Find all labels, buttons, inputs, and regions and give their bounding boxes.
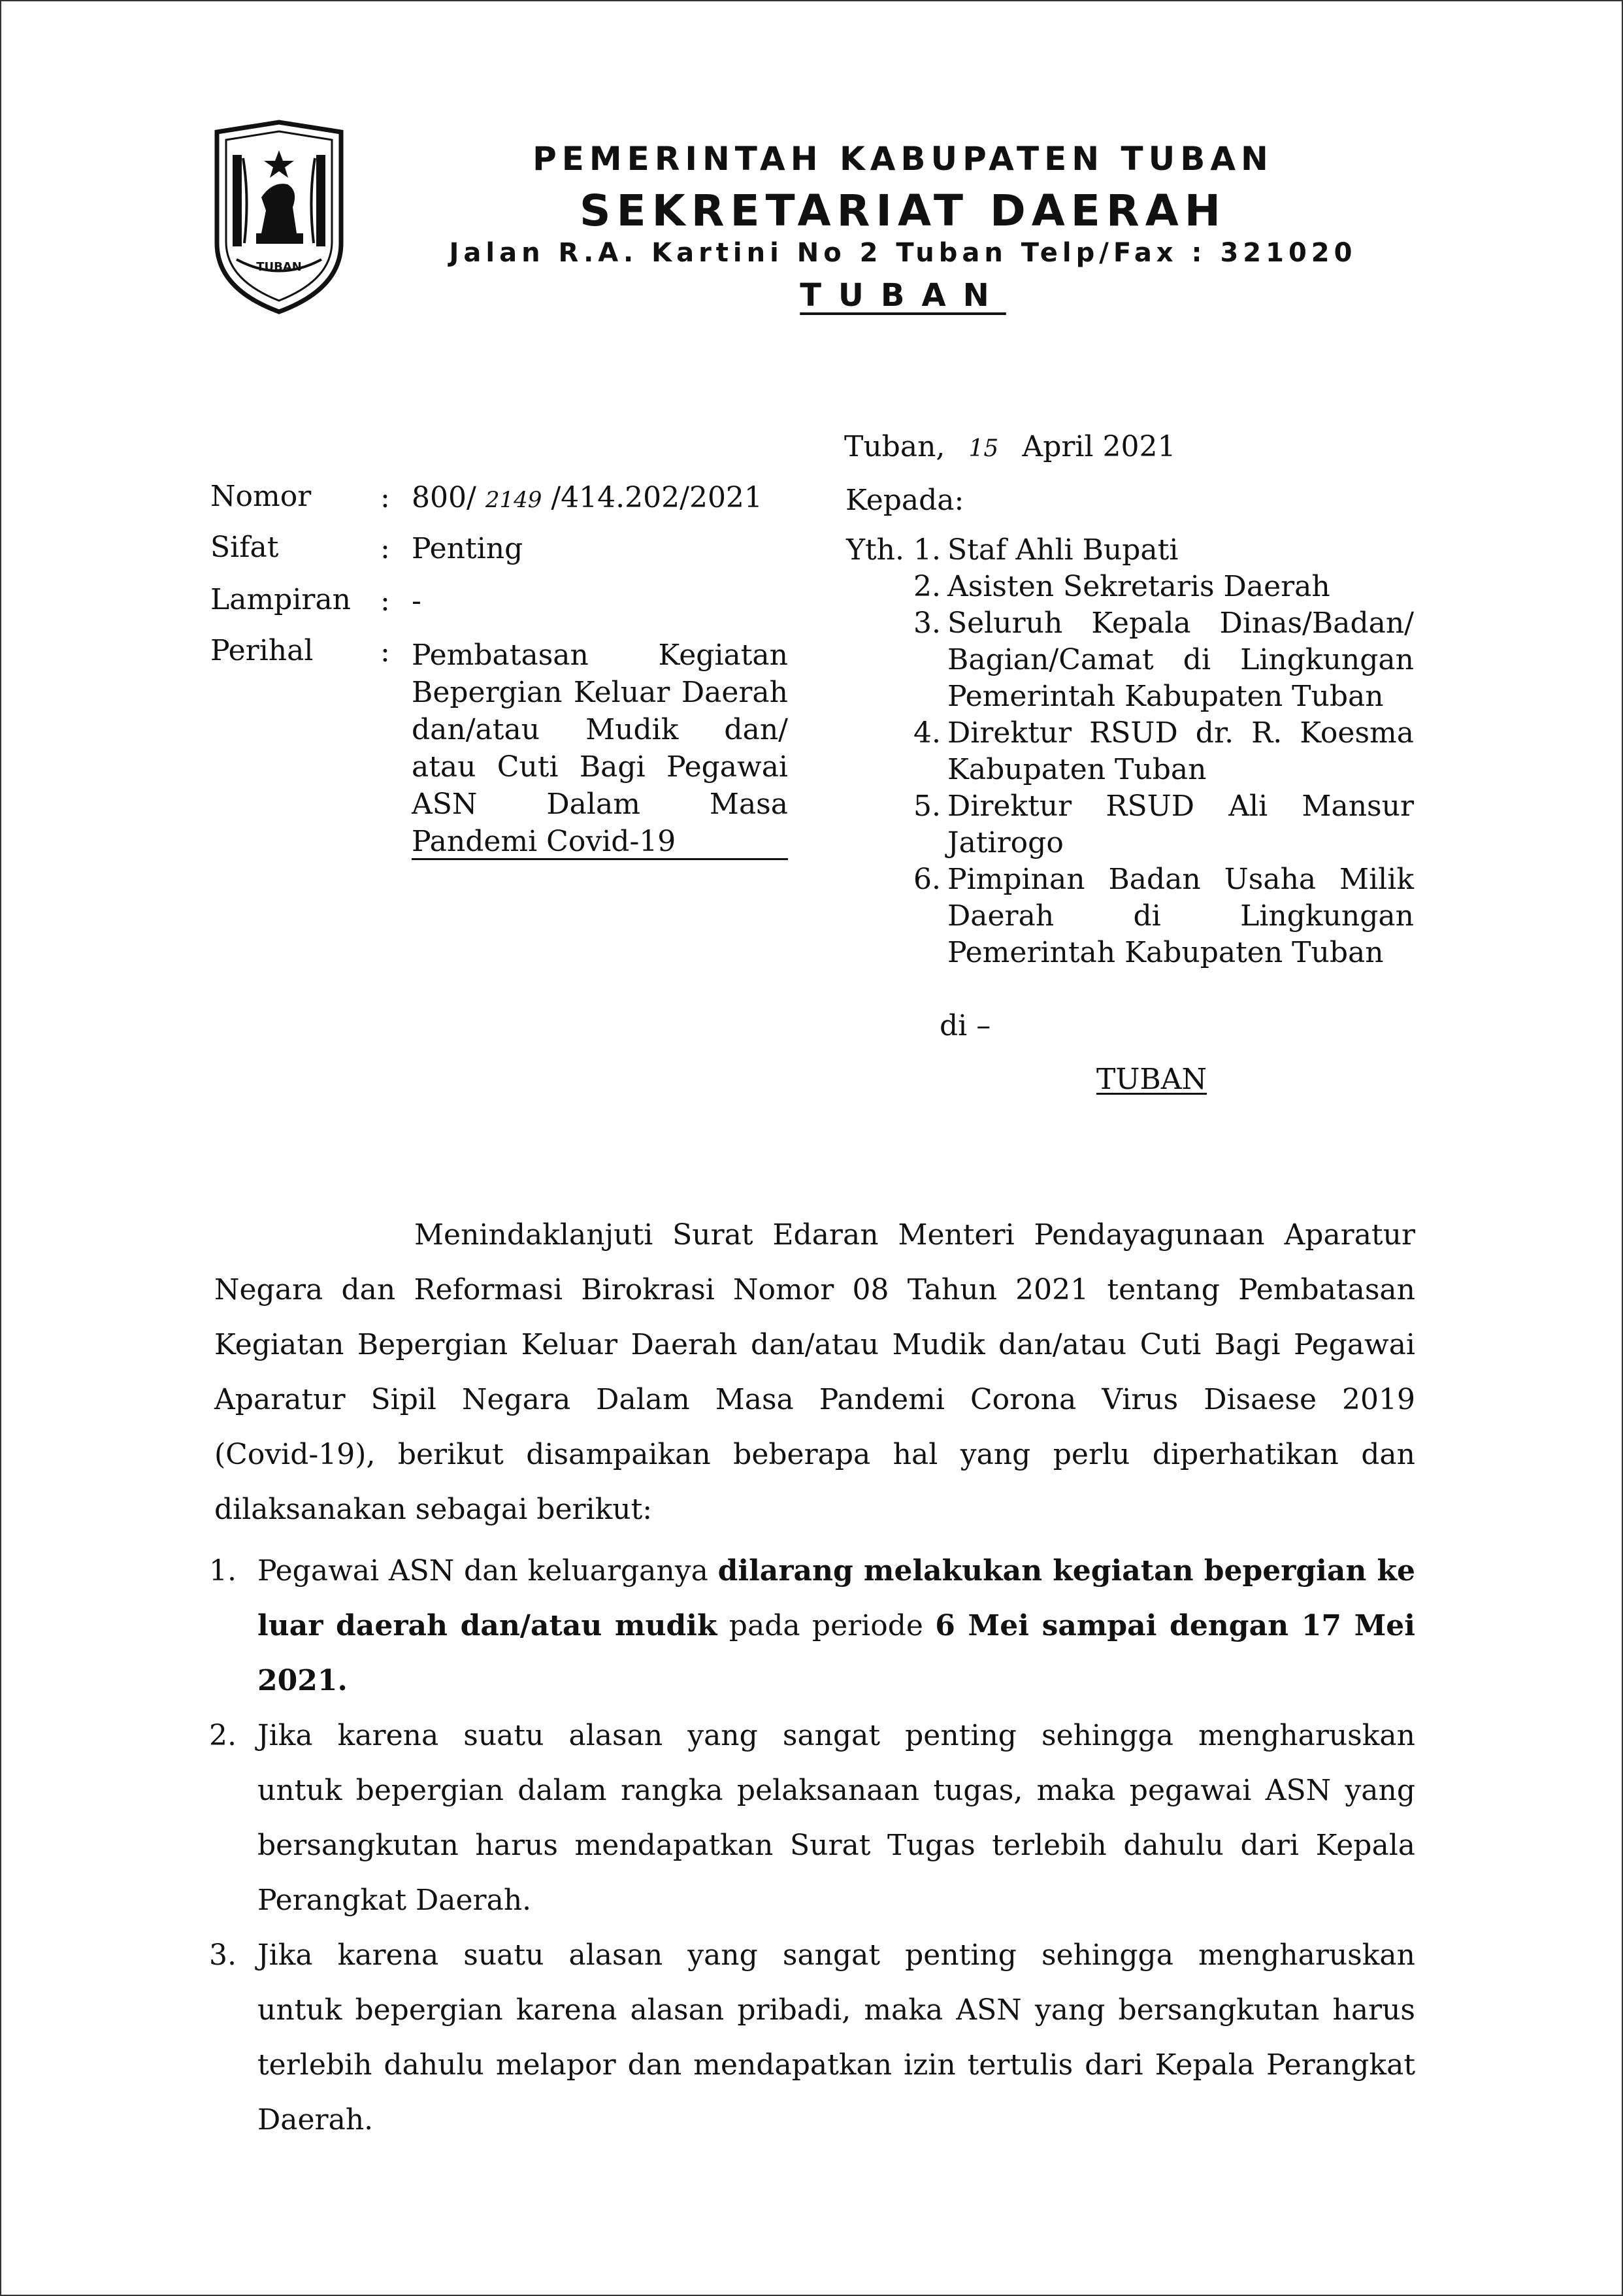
perihal-line: dan/atau Mudik dan/ bbox=[412, 713, 788, 746]
kepada-label: Kepada: bbox=[845, 484, 964, 517]
date-day-handwritten: 15 bbox=[968, 435, 999, 462]
yth-label: Yth. bbox=[845, 533, 905, 567]
instruction-line: Perangkat Daerah. bbox=[257, 1884, 532, 1917]
letterhead-city bbox=[393, 277, 1413, 314]
instruction-line: Jika karena suatu alasan yang sangat penting sehingga mengharuskan bbox=[257, 1938, 1415, 1972]
recipient-number: 6. bbox=[913, 863, 941, 896]
sifat-label: Sifat bbox=[210, 531, 279, 564]
recipient-line: Daerah di Lingkungan bbox=[947, 899, 1414, 933]
date-month-year: April 2021 bbox=[1022, 430, 1176, 463]
recipient-item bbox=[826, 788, 1414, 861]
logo-text: TUBAN bbox=[256, 260, 302, 274]
instruction-line: untuk bepergian karena alasan pribadi, maka ASN yang bersangkutan harus bbox=[257, 1993, 1415, 2027]
body-paragraph bbox=[214, 1208, 1415, 1537]
item1-bold-dates: 6 Mei sampai dengan 17 Mei bbox=[935, 1609, 1416, 1642]
recipient-number: 3. bbox=[913, 607, 941, 640]
nomor-handwritten: 2149 bbox=[485, 487, 542, 513]
lampiran-colon: : bbox=[380, 584, 390, 618]
date-prefix: Tuban, bbox=[844, 430, 945, 463]
letterhead-city-text: TUBAN bbox=[800, 277, 1006, 314]
recipient-line: Kabupaten Tuban bbox=[947, 753, 1207, 786]
letterhead-address: Jalan R.A. Kartini No 2 Tuban Telp/Fax : 321020 bbox=[449, 238, 1357, 268]
recipient-line: Jatirogo bbox=[947, 826, 1064, 859]
tuban-coat-of-arms-logo bbox=[210, 119, 348, 315]
letterhead-government: PEMERINTAH KABUPATEN TUBAN bbox=[533, 140, 1273, 178]
recipient-item bbox=[826, 569, 1414, 605]
body-line: Kegiatan Bepergian Keluar Daerah dan/atau Mudik dan/atau Cuti Bagi Pegawai bbox=[214, 1328, 1415, 1361]
instruction-line: untuk bepergian dalam rangka pelaksanaan tugas, maka pegawai ASN yang bbox=[257, 1774, 1415, 1807]
recipient-line: Seluruh Kepala Dinas/Badan/ bbox=[947, 607, 1414, 640]
perihal-colon: : bbox=[380, 635, 390, 669]
lampiran-value: - bbox=[412, 584, 421, 618]
instruction-line: Jika karena suatu alasan yang sangat penting sehingga mengharuskan bbox=[257, 1719, 1415, 1752]
recipient-line: Bagian/Camat di Lingkungan bbox=[947, 643, 1414, 676]
recipient-list bbox=[826, 532, 1414, 971]
instruction-line: terlebih dahulu melapor dan mendapatkan izin tertulis dari Kepala Perangkat bbox=[257, 2048, 1415, 2082]
item1-bold-mudik: luar daerah dan/atau mudik bbox=[257, 1609, 717, 1642]
nomor-value bbox=[412, 481, 762, 514]
di-label: di – bbox=[940, 1009, 991, 1042]
nomor-label: Nomor bbox=[210, 480, 312, 513]
recipient-number: 5. bbox=[913, 790, 941, 823]
instruction-item bbox=[209, 1708, 1415, 1928]
instruction-number: 3. bbox=[209, 1938, 237, 1972]
instruction-number: 2. bbox=[209, 1719, 237, 1752]
recipient-item bbox=[826, 605, 1414, 715]
recipient-line: Pimpinan Badan Usaha Milik bbox=[947, 863, 1414, 896]
item1-text: Pegawai ASN dan keluarganya bbox=[257, 1554, 718, 1588]
recipient-line: Staf Ahli Bupati bbox=[947, 533, 1179, 567]
recipient-line: Direktur RSUD Ali Mansur bbox=[947, 790, 1414, 823]
destination-city: TUBAN bbox=[1096, 1063, 1207, 1096]
instruction-number: 1. bbox=[209, 1554, 237, 1588]
perihal-line: ASN Dalam Masa bbox=[412, 788, 788, 821]
body-line: (Covid-19), berikut disampaikan beberapa hal yang perlu diperhatikan dan bbox=[214, 1438, 1415, 1471]
instruction-list bbox=[209, 1544, 1415, 2148]
recipient-line: Pemerintah Kabupaten Tuban bbox=[947, 936, 1384, 969]
item1-bold-year: 2021. bbox=[257, 1664, 348, 1697]
instruction-item bbox=[209, 1544, 1415, 1708]
instruction-line: bersangkutan harus mendapatkan Surat Tugas terlebih dahulu dari Kepala bbox=[257, 1829, 1415, 1862]
recipient-line: Direktur RSUD dr. R. Koesma bbox=[947, 716, 1414, 750]
item1-bold-prohibition: dilarang melakukan kegiatan bepergian ke bbox=[717, 1554, 1415, 1588]
sifat-colon: : bbox=[380, 532, 390, 565]
lampiran-label: Lampiran bbox=[210, 583, 352, 616]
recipient-line: Pemerintah Kabupaten Tuban bbox=[947, 680, 1384, 713]
nomor-suffix: /414.202/2021 bbox=[551, 481, 762, 514]
recipient-item bbox=[826, 861, 1414, 971]
body-line: Negara dan Reformasi Birokrasi Nomor 08 Tahun 2021 tentang Pembatasan bbox=[214, 1273, 1415, 1306]
recipient-number: 1. bbox=[913, 533, 941, 567]
instruction-line: Daerah. bbox=[257, 2103, 374, 2137]
sifat-value: Penting bbox=[412, 532, 523, 565]
recipient-number: 4. bbox=[913, 716, 941, 750]
letter-date bbox=[844, 430, 1176, 463]
perihal-line: Pandemi Covid-19 bbox=[412, 823, 788, 860]
perihal-line: atau Cuti Bagi Pegawai bbox=[412, 750, 788, 784]
perihal-line: Bepergian Keluar Daerah bbox=[412, 676, 788, 709]
body-line: Menindaklanjuti Surat Edaran Menteri Pendayagunaan Aparatur bbox=[414, 1218, 1415, 1252]
instruction-line bbox=[257, 1599, 1415, 1654]
perihal-label: Perihal bbox=[210, 634, 314, 667]
body-line: dilaksanakan sebagai berikut: bbox=[214, 1493, 653, 1526]
body-line: Aparatur Sipil Negara Dalam Masa Pandemi Corona Virus Disaese 2019 bbox=[214, 1383, 1415, 1416]
instruction-line bbox=[257, 1654, 1415, 1708]
instruction-line bbox=[257, 1544, 1415, 1599]
recipient-item bbox=[826, 715, 1414, 788]
letterhead-secretariat: SEKRETARIAT DAERAH bbox=[579, 186, 1227, 236]
nomor-prefix: 800/ bbox=[412, 481, 476, 514]
perihal-line: Pembatasan Kegiatan bbox=[412, 639, 788, 672]
recipient-item bbox=[826, 532, 1414, 569]
recipient-line: Asisten Sekretaris Daerah bbox=[947, 570, 1330, 603]
item1-period-text: pada periode bbox=[717, 1609, 936, 1642]
instruction-item bbox=[209, 1928, 1415, 2148]
recipient-number: 2. bbox=[913, 570, 941, 603]
perihal-subject bbox=[412, 637, 788, 860]
nomor-colon: : bbox=[380, 481, 390, 514]
